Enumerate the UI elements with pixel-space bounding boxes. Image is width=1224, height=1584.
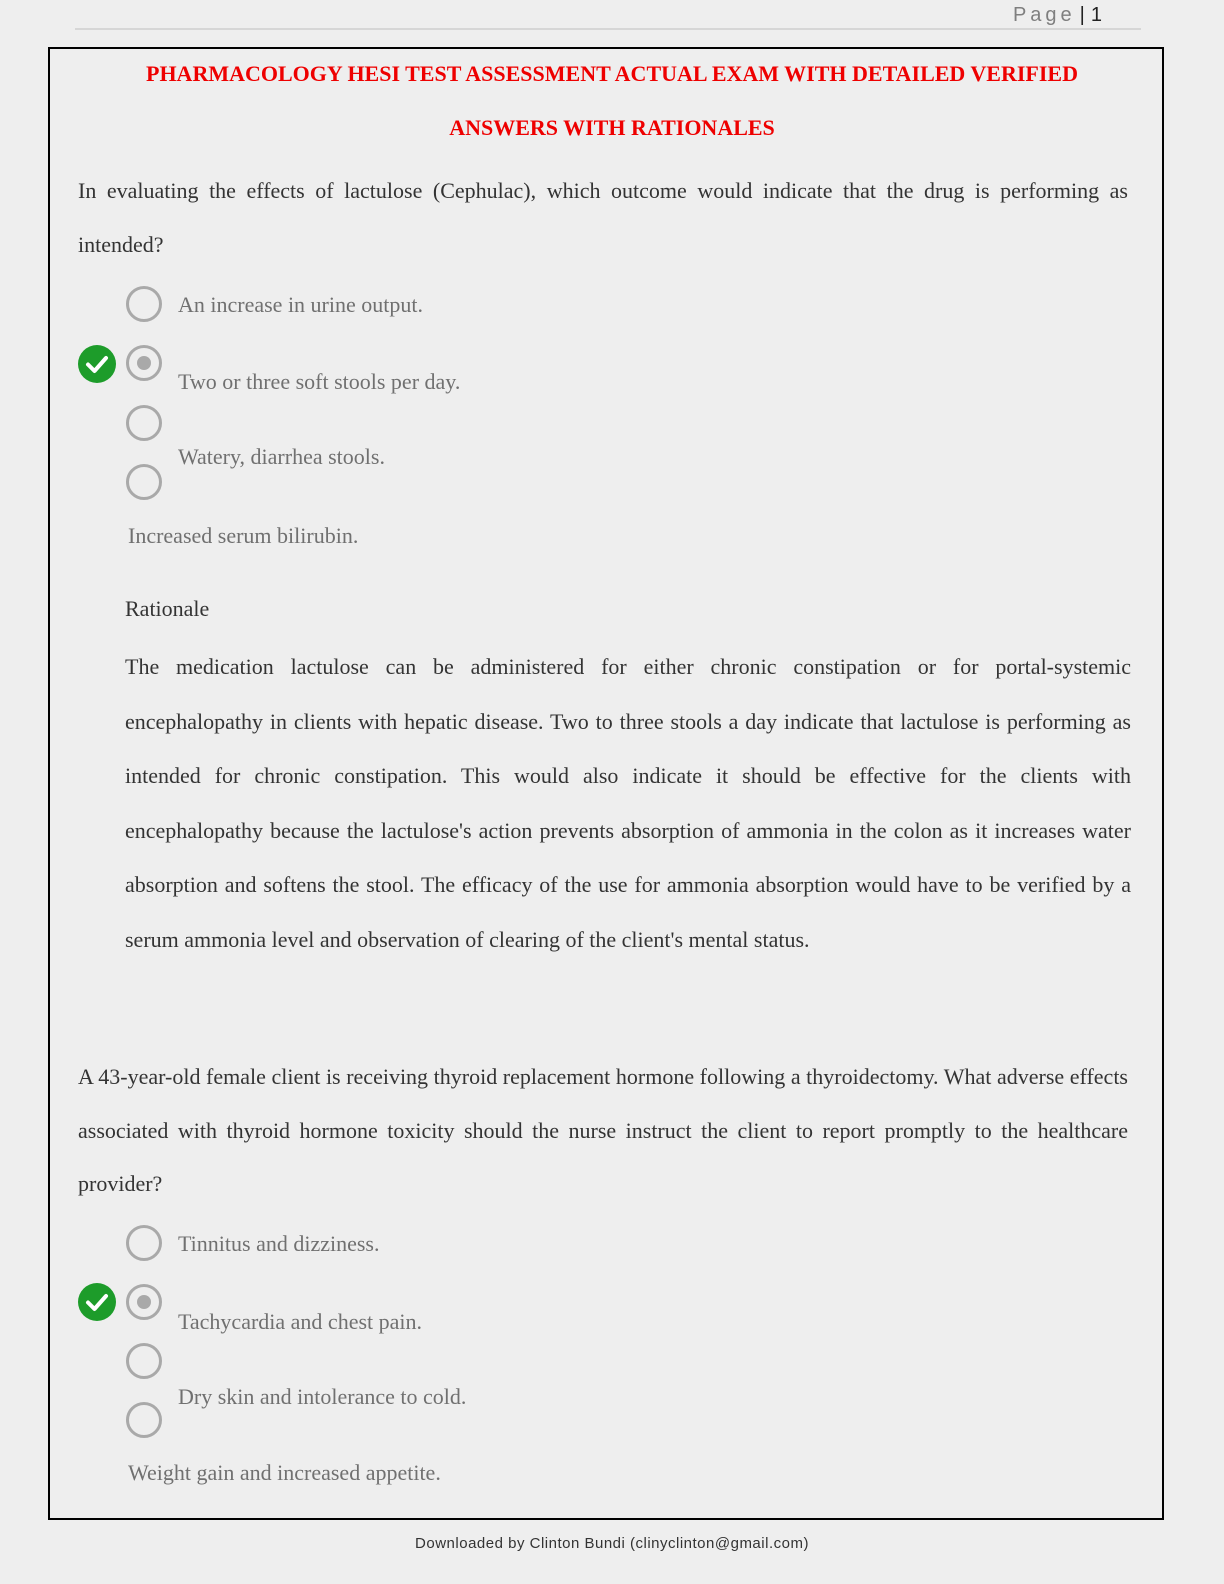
question-1-option-4-radio[interactable]	[126, 464, 162, 500]
question-1-option-1-radio[interactable]	[126, 286, 162, 322]
question-1-option-2-label: Two or three soft stools per day.	[178, 369, 461, 394]
page-number: 1	[1090, 4, 1102, 26]
question-2-option-3-radio[interactable]	[126, 1343, 162, 1379]
correct-answer-check-icon	[78, 1283, 116, 1321]
question-2-option-1-radio[interactable]	[126, 1225, 162, 1261]
page-word: Page	[1012, 4, 1076, 26]
page-indicator	[1013, 4, 1102, 27]
question-1-text: In evaluating the effects of lactulose (Cephulac), which outcome would indicate that the drug is performing as intended?	[78, 178, 1128, 257]
rationale-text: The medication lactulose can be administered for either chronic constipation or for portal-systemic encephalopathy in clients with hepatic disease. Two to three stools a day indicate that lactulose is performing as intended for chronic constipation. This would also indicate it should be effective for the clients with encephalopathy because the lactulose's action prevents absorption of ammonia in the colon as it increases water absorption and softens the stool. The efficacy of the use for ammonia absorption would have to be verified by a serum ammonia level and observation of clearing of the client's mental status.	[125, 654, 1131, 952]
question-2-option-4-radio[interactable]	[126, 1402, 162, 1438]
question-1-option-3-radio[interactable]	[126, 405, 162, 441]
document-title-line-2: ANSWERS WITH RATIONALES	[449, 115, 775, 140]
header-rule	[75, 28, 1141, 30]
rationale-heading: Rationale	[125, 596, 210, 621]
question-2-option-2-radio[interactable]	[126, 1284, 162, 1320]
question-1-option-2-radio[interactable]	[126, 345, 162, 381]
question-2-option-1-label: Tinnitus and dizziness.	[178, 1231, 380, 1256]
question-2-option-3-label: Dry skin and intolerance to cold.	[178, 1384, 467, 1409]
question-2-option-4-label: Weight gain and increased appetite.	[128, 1460, 441, 1485]
correct-answer-check-icon	[78, 345, 116, 383]
question-1-option-4-label: Increased serum bilirubin.	[128, 523, 359, 548]
download-footer: Downloaded by Clinton Bundi (clinyclinton@gmail.com)	[415, 1535, 809, 1552]
question-1-option-3-label: Watery, diarrhea stools.	[178, 444, 385, 469]
question-2-text: A 43-year-old female client is receiving thyroid replacement hormone following a thyroidectomy. What adverse effects associated with thyroid hormone toxicity should the nurse instruct the client to report promptly to the healthcare provider?	[78, 1064, 1128, 1196]
document-title-line-1: PHARMACOLOGY HESI TEST ASSESSMENT ACTUAL EXAM WITH DETAILED VERIFIED	[146, 61, 1078, 86]
question-1-option-1-label: An increase in urine output.	[178, 292, 423, 317]
page-separator: |	[1079, 4, 1085, 26]
question-2-option-2-label: Tachycardia and chest pain.	[178, 1309, 423, 1334]
